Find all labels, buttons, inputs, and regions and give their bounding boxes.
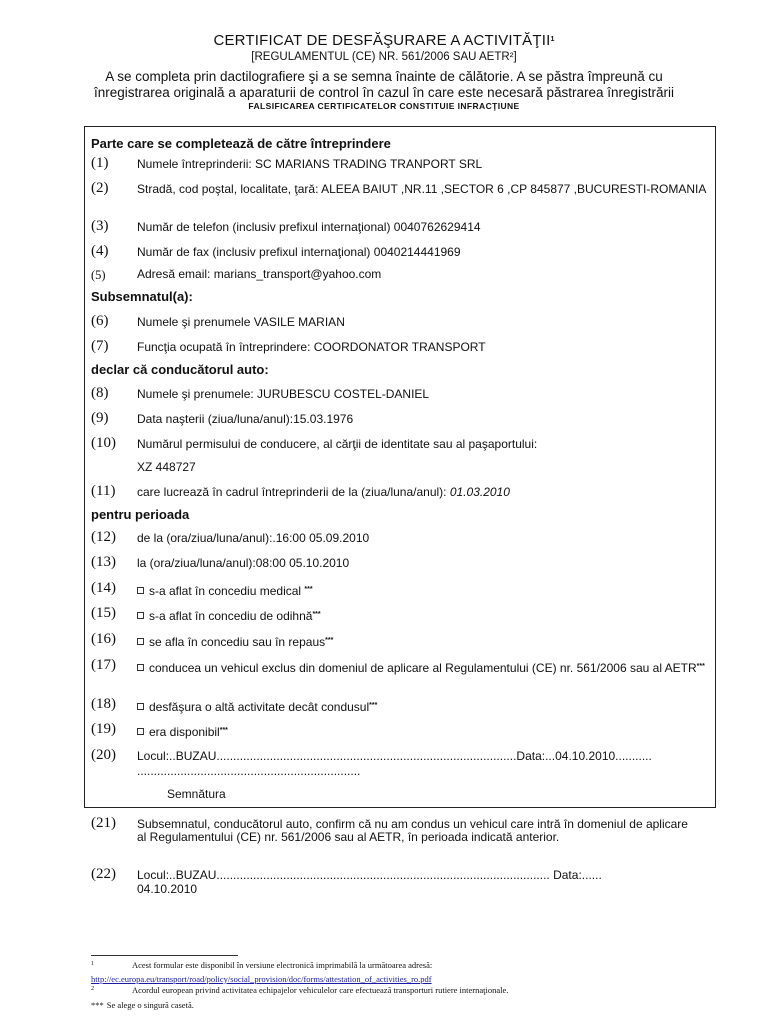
phone-field: Număr de telefon (inclusiv prefixul internaţional) 0040762629414: [137, 220, 481, 234]
section-undersigned-heading: Subsemnatul(a):: [91, 289, 193, 304]
fax-field: Număr de fax (inclusiv prefixul internaţional) 0040214441969: [137, 245, 461, 259]
leave-or-rest-checkbox[interactable]: [137, 638, 144, 645]
instruction-line-1: A se completa prin dactilografiere şi a se semna înainte de călătorie. A se păstra împreună cu: [105, 69, 663, 84]
section-company-heading: Parte care se completează de către întreprindere: [91, 136, 391, 151]
instruction-line-2: înregistrarea originală a aparaturii de control în cazul în care este necesară păstrarea înregistrării: [93, 85, 675, 100]
section-period-heading: pentru perioada: [91, 507, 190, 522]
regulation-reference: [REGULAMENTUL (CE) NR. 561/2006 SAU AETR²]: [251, 51, 517, 63]
company-signature-label: Semnătura: [167, 787, 226, 801]
annual-leave-checkbox[interactable]: [137, 612, 144, 619]
company-name-field: Numele întreprinderii: SC MARIANS TRADING TRANPORT SRL: [137, 157, 483, 171]
footnote-link[interactable]: [91, 974, 751, 984]
footnote-1: $^1$ Acest formular este disponibil în versiune electronică imprimabilă la următoarea adresă:: [91, 960, 433, 970]
falsification-warning: FALSIFICAREA CERTIFICATELOR CONSTITUIE INFRACŢIUNE: [248, 101, 520, 111]
footnote-3: *** Se alege o singură casetă.: [91, 1000, 194, 1010]
email-field: Adresă email: marians_transport@yahoo.com: [137, 267, 382, 281]
other-activity-checkbox[interactable]: [137, 703, 144, 710]
address-field: Stradă, cod poştal, localitate, ţară: ALEEA BAIUT ,NR.11 ,SECTOR 6 ,CP 845877 ,BUCURESTI-ROMANIA: [137, 182, 707, 196]
certificate-title: CERTIFICAT DE DESFĂŞURARE A ACTIVITĂŢII$^1$: [213, 32, 555, 49]
footnote-divider: [91, 955, 238, 956]
excluded-vehicle-checkbox[interactable]: [137, 664, 144, 671]
footnote-2: $^2$ Acordul european privind activitatea echipajelor vehiculelor care efectuează transporturi rutiere internaţionale.: [91, 985, 509, 995]
medical-leave-checkbox[interactable]: [137, 587, 144, 594]
section-driver-heading: declar că conducătorul auto:: [91, 362, 269, 377]
license-number: XZ 448727: [137, 460, 196, 474]
form-download-link[interactable]: http://ec.europa.eu/transport/road/policy/social_provision/doc/forms/attestation_of_activities_ro.pdf: [91, 974, 432, 984]
available-checkbox[interactable]: [137, 728, 144, 735]
